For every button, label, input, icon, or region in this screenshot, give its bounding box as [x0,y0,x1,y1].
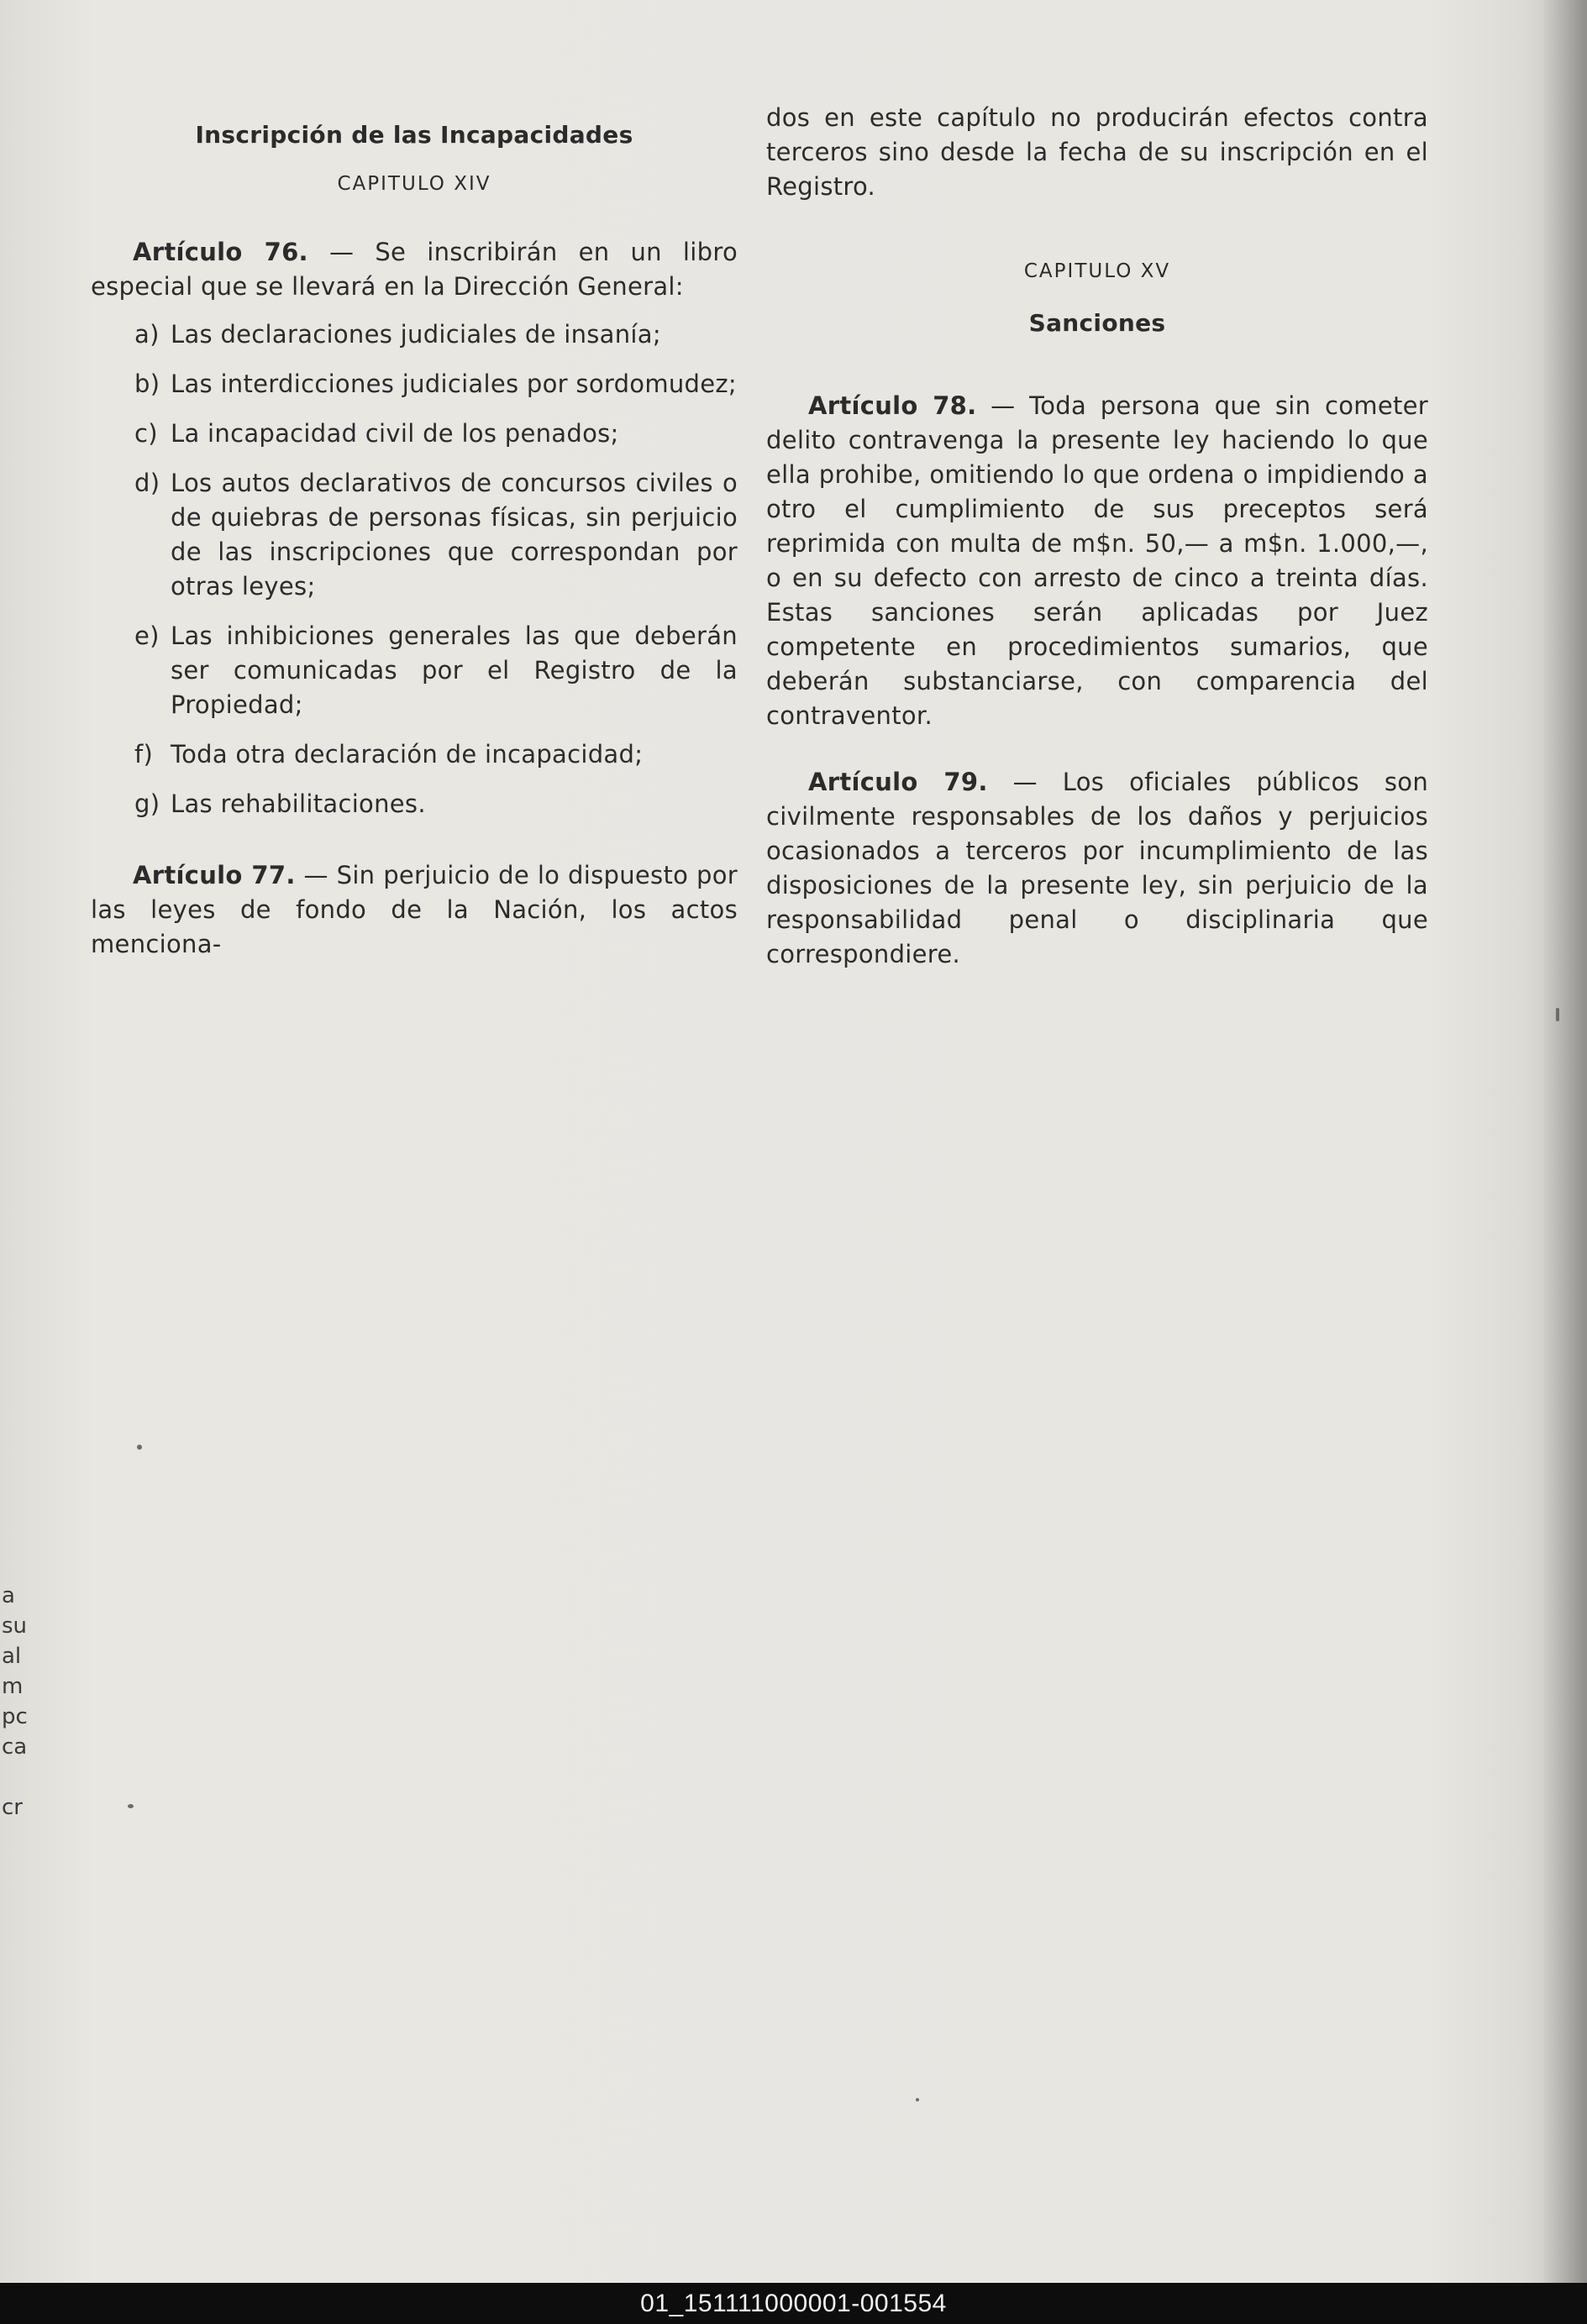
document-id: 01_151111000001-001554 [640,2290,947,2317]
list-item-text: Las rehabilitaciones. [171,790,426,818]
list-item-text: La incapacidad civil de los penados; [171,419,619,448]
article-76 [91,235,738,304]
right-column [766,101,1428,972]
list-item-text: Las declaraciones judiciales de insanía; [171,320,661,349]
margin-fragment: al [2,1644,22,1669]
article-77 [91,858,738,962]
article-76-text: — Se inscribirán en un libro especial que se llevará en la Dirección General: [91,238,738,301]
page-binding-edge [1544,0,1587,2283]
list-item-text: Toda otra declaración de incapacidad; [171,740,644,769]
list-item-letter: b) [134,370,160,398]
list-item [91,466,738,604]
chapter-label-xv: CAPITULO XV [1023,260,1171,282]
article-78-text: — Toda persona que sin cometer delito contravenga la presente ley haciendo lo que ella prohibe, omitiendo lo que ordena o impidiendo a otro el cumplimiento de sus preceptos será reprimida con multa de m$n. 50,— a m$n. 1.000,—, o en su defecto con arresto de cinco a treinta días. Estas sanciones serán aplicadas por Juez competente en procedimientos sumarios, que deberán substanciarse, con comparencia del contraventor. [766,391,1428,730]
scan-speck [137,1445,142,1450]
list-item-text: Las interdicciones judiciales por sordomudez; [171,370,737,398]
section-heading-incapacidades: Inscripción de las Incapacidades [195,121,633,149]
scan-speck [128,1804,134,1808]
margin-fragment: ca [2,1734,28,1760]
list-item [91,417,738,451]
list-item-letter: g) [134,790,160,818]
margin-fragment: a [2,1583,15,1608]
list-item-text: Los autos declarativos de concursos civiles o de quiebras de personas físicas, sin perjuicio de las inscripciones que correspondan por otras leyes; [171,469,738,601]
scan-speck [916,2098,919,2101]
list-item-letter: c) [134,419,158,448]
article-77-text: — Sin perjuicio de lo dispuesto por las leyes de fondo de la Nación, los actos menciona- [91,861,738,958]
article-76-list [91,317,738,821]
margin-fragment: su [2,1613,28,1639]
list-item [91,737,738,772]
list-item-text: Las inhibiciones generales las que deberán ser comunicadas por el Registro de la Propiedad; [171,622,738,719]
scan-speck [1556,1008,1559,1021]
article-77-continuation: dos en este capítulo no producirán efectos contra terceros sino desde la fecha de su inscripción en el Registro. [766,103,1428,201]
margin-fragment: pc [2,1704,28,1729]
section-heading-sanciones: Sanciones [1028,309,1166,337]
article-79-label: Artículo 79. [808,768,988,796]
list-item [91,787,738,821]
article-77-label: Artículo 77. [133,861,296,889]
margin-fragment: m [2,1674,24,1699]
left-column [91,118,738,962]
list-item [91,317,738,352]
list-item-letter: d) [134,469,160,497]
margin-fragment [2,1762,32,1792]
chapter-label-xiv: CAPITULO XIV [337,173,491,195]
list-item-letter: e) [134,622,160,650]
list-item-letter: f) [134,740,154,769]
article-79 [766,765,1428,972]
article-79-text: — Los oficiales públicos son civilmente responsables de los daños y perjuicios ocasionados a terceros por incumplimiento de las disposiciones de la presente ley, sin perjuicio de la responsabilidad penal o disciplinaria que correspondiere. [766,768,1428,968]
article-78 [766,389,1428,733]
list-item-letter: a) [134,320,160,349]
list-item [91,619,738,722]
article-76-label: Artículo 76. [133,238,308,266]
list-item [91,367,738,401]
facing-page-margin-fragments [2,1581,32,1823]
article-78-label: Artículo 78. [808,391,977,420]
margin-fragment: cr [2,1795,23,1820]
